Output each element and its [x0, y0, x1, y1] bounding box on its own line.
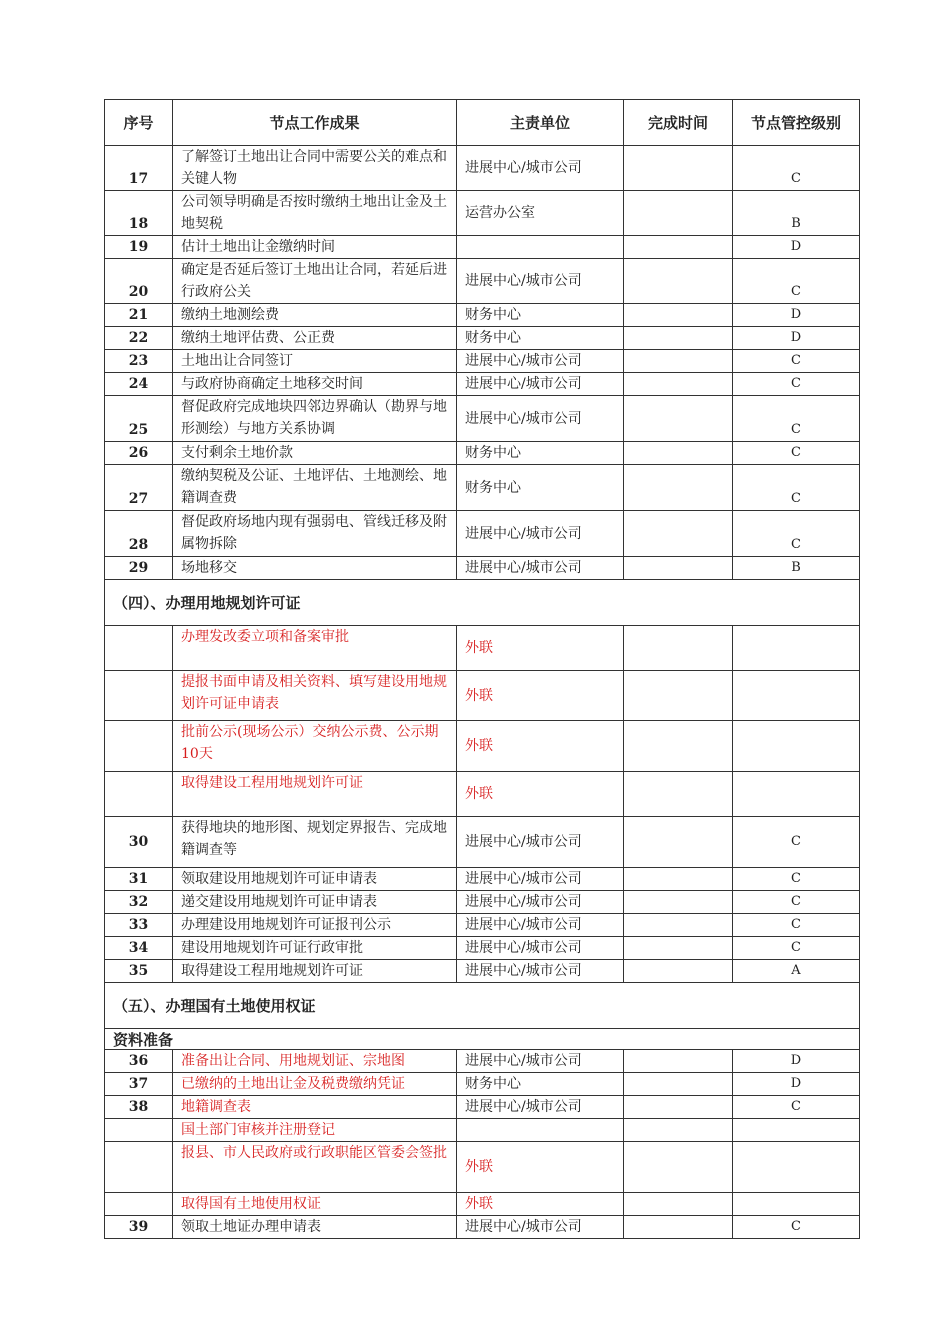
row-unit: 进展中心/城市公司 — [457, 1216, 624, 1239]
row-unit: 运营办公室 — [457, 191, 624, 236]
row-level — [733, 671, 860, 721]
row-task: 估计土地出让金缴纳时间 — [173, 236, 457, 259]
row-unit: 外联 — [457, 671, 624, 721]
row-level: C — [733, 937, 860, 960]
row-no — [105, 1193, 173, 1216]
row-level: C — [733, 259, 860, 304]
row-time — [624, 373, 733, 396]
row-time — [624, 891, 733, 914]
row-time — [624, 191, 733, 236]
row-no: 38 — [105, 1096, 173, 1119]
row-task: 已缴纳的土地出让金及税费缴纳凭证 — [173, 1073, 457, 1096]
row-level: D — [733, 327, 860, 350]
row-unit: 财务中心 — [457, 304, 624, 327]
table-row — [105, 960, 860, 983]
row-task: 了解签订土地出让合同中需要公关的难点和关键人物 — [173, 146, 457, 191]
row-no: 29 — [105, 557, 173, 580]
row-unit: 财务中心 — [457, 327, 624, 350]
row-no: 22 — [105, 327, 173, 350]
table-row — [105, 236, 860, 259]
row-level: C — [733, 1096, 860, 1119]
row-time — [624, 721, 733, 772]
row-time — [624, 327, 733, 350]
table-row — [105, 373, 860, 396]
row-task: 国土部门审核并注册登记 — [173, 1119, 457, 1142]
table-row — [105, 350, 860, 373]
row-level: C — [733, 146, 860, 191]
row-no — [105, 626, 173, 671]
row-level: C — [733, 350, 860, 373]
row-unit: 进展中心/城市公司 — [457, 960, 624, 983]
row-task: 递交建设用地规划许可证申请表 — [173, 891, 457, 914]
row-task: 取得建设工程用地规划许可证 — [173, 960, 457, 983]
row-level: B — [733, 557, 860, 580]
row-task: 土地出让合同签订 — [173, 350, 457, 373]
row-unit: 外联 — [457, 721, 624, 772]
row-time — [624, 350, 733, 373]
row-level: C — [733, 511, 860, 557]
row-no: 17 — [105, 146, 173, 191]
table-row — [105, 442, 860, 465]
row-task: 确定是否延后签订土地出让合同，若延后进行政府公关 — [173, 259, 457, 304]
row-unit: 财务中心 — [457, 1073, 624, 1096]
header-no: 序号 — [105, 100, 173, 146]
row-task: 提报书面申请及相关资料、填写建设用地规划许可证申请表 — [173, 671, 457, 721]
row-unit: 进展中心/城市公司 — [457, 891, 624, 914]
row-level: C — [733, 442, 860, 465]
row-no: 35 — [105, 960, 173, 983]
row-task: 公司领导明确是否按时缴纳土地出让金及土地契税 — [173, 191, 457, 236]
row-time — [624, 396, 733, 442]
subsection-title: 资料准备 — [105, 1029, 860, 1050]
row-time — [624, 511, 733, 557]
row-unit: 进展中心/城市公司 — [457, 937, 624, 960]
row-unit: 外联 — [457, 1142, 624, 1193]
table-row — [105, 259, 860, 304]
row-no: 21 — [105, 304, 173, 327]
row-task: 领取建设用地规划许可证申请表 — [173, 868, 457, 891]
table-row — [105, 671, 860, 721]
row-unit: 进展中心/城市公司 — [457, 146, 624, 191]
node-work-table — [104, 99, 860, 1239]
row-unit: 进展中心/城市公司 — [457, 914, 624, 937]
row-no — [105, 721, 173, 772]
row-task: 批前公示(现场公示）交纳公示费、公示期10天 — [173, 721, 457, 772]
row-time — [624, 259, 733, 304]
row-level: C — [733, 373, 860, 396]
row-unit: 进展中心/城市公司 — [457, 1096, 624, 1119]
row-time — [624, 1193, 733, 1216]
row-time — [624, 146, 733, 191]
row-unit: 财务中心 — [457, 442, 624, 465]
table-row — [105, 914, 860, 937]
row-unit: 外联 — [457, 626, 624, 671]
row-unit: 外联 — [457, 1193, 624, 1216]
header-unit: 主责单位 — [457, 100, 624, 146]
row-no: 28 — [105, 511, 173, 557]
row-level: D — [733, 1073, 860, 1096]
row-level: C — [733, 396, 860, 442]
table-row — [105, 146, 860, 191]
section-title: （四）、办理用地规划许可证 — [105, 580, 860, 626]
row-no: 24 — [105, 373, 173, 396]
row-no: 32 — [105, 891, 173, 914]
row-time — [624, 772, 733, 817]
row-task: 准备出让合同、用地规划证、宗地图 — [173, 1050, 457, 1073]
row-time — [624, 914, 733, 937]
row-time — [624, 1096, 733, 1119]
row-unit: 进展中心/城市公司 — [457, 350, 624, 373]
subsection-row — [105, 1029, 860, 1050]
row-no: 37 — [105, 1073, 173, 1096]
row-time — [624, 557, 733, 580]
table-row — [105, 937, 860, 960]
row-task: 办理建设用地规划许可证报刊公示 — [173, 914, 457, 937]
row-level: A — [733, 960, 860, 983]
row-no: 23 — [105, 350, 173, 373]
row-no: 31 — [105, 868, 173, 891]
row-task: 取得建设工程用地规划许可证 — [173, 772, 457, 817]
row-time — [624, 465, 733, 511]
row-time — [624, 626, 733, 671]
section-row — [105, 983, 860, 1029]
row-task: 获得地块的地形图、规划定界报告、完成地籍调查等 — [173, 817, 457, 868]
row-task: 缴纳土地测绘费 — [173, 304, 457, 327]
row-task: 取得国有土地使用权证 — [173, 1193, 457, 1216]
row-time — [624, 817, 733, 868]
row-unit: 进展中心/城市公司 — [457, 1050, 624, 1073]
table-row — [105, 511, 860, 557]
row-no: 26 — [105, 442, 173, 465]
row-no — [105, 1142, 173, 1193]
row-task: 与政府协商确定土地移交时间 — [173, 373, 457, 396]
row-time — [624, 304, 733, 327]
row-time — [624, 236, 733, 259]
table-row — [105, 1096, 860, 1119]
table-row — [105, 891, 860, 914]
row-no — [105, 1119, 173, 1142]
row-unit — [457, 236, 624, 259]
row-level — [733, 1193, 860, 1216]
table-row — [105, 1142, 860, 1193]
row-level — [733, 721, 860, 772]
table-row — [105, 772, 860, 817]
table-row — [105, 626, 860, 671]
row-time — [624, 1216, 733, 1239]
table-row — [105, 396, 860, 442]
table-row — [105, 557, 860, 580]
row-no: 25 — [105, 396, 173, 442]
row-no: 27 — [105, 465, 173, 511]
table-row — [105, 1050, 860, 1073]
table-row — [105, 1216, 860, 1239]
row-level — [733, 1119, 860, 1142]
row-unit: 进展中心/城市公司 — [457, 817, 624, 868]
row-no: 30 — [105, 817, 173, 868]
row-task: 报县、市人民政府或行政职能区管委会签批 — [173, 1142, 457, 1193]
row-time — [624, 1050, 733, 1073]
row-time — [624, 1119, 733, 1142]
row-time — [624, 1142, 733, 1193]
row-task: 办理发改委立项和备案审批 — [173, 626, 457, 671]
row-unit: 进展中心/城市公司 — [457, 259, 624, 304]
table-row — [105, 817, 860, 868]
header-row — [105, 100, 860, 146]
table-row — [105, 721, 860, 772]
row-time — [624, 960, 733, 983]
row-unit: 财务中心 — [457, 465, 624, 511]
row-level: D — [733, 304, 860, 327]
section-row — [105, 580, 860, 626]
table-row — [105, 465, 860, 511]
row-no: 33 — [105, 914, 173, 937]
row-task: 督促政府场地内现有强弱电、管线迁移及附属物拆除 — [173, 511, 457, 557]
row-unit: 进展中心/城市公司 — [457, 868, 624, 891]
table-row — [105, 1073, 860, 1096]
row-level: B — [733, 191, 860, 236]
row-no — [105, 671, 173, 721]
row-level: C — [733, 914, 860, 937]
row-no: 20 — [105, 259, 173, 304]
row-unit: 进展中心/城市公司 — [457, 373, 624, 396]
row-level — [733, 772, 860, 817]
row-task: 缴纳契税及公证、土地评估、土地测绘、地籍调查费 — [173, 465, 457, 511]
row-task: 支付剩余土地价款 — [173, 442, 457, 465]
table-row — [105, 304, 860, 327]
row-task: 督促政府完成地块四邻边界确认（勘界与地形测绘）与地方关系协调 — [173, 396, 457, 442]
row-task: 地籍调查表 — [173, 1096, 457, 1119]
row-task: 场地移交 — [173, 557, 457, 580]
row-level: C — [733, 891, 860, 914]
row-no: 19 — [105, 236, 173, 259]
row-level: D — [733, 236, 860, 259]
row-unit: 进展中心/城市公司 — [457, 396, 624, 442]
row-unit: 进展中心/城市公司 — [457, 511, 624, 557]
row-time — [624, 1073, 733, 1096]
row-level: C — [733, 868, 860, 891]
row-time — [624, 937, 733, 960]
header-level: 节点管控级别 — [733, 100, 860, 146]
row-no: 36 — [105, 1050, 173, 1073]
row-level: C — [733, 817, 860, 868]
row-time — [624, 868, 733, 891]
section-title: （五）、办理国有土地使用权证 — [105, 983, 860, 1029]
row-task: 领取土地证办理申请表 — [173, 1216, 457, 1239]
table-row — [105, 327, 860, 350]
row-unit — [457, 1119, 624, 1142]
row-no: 39 — [105, 1216, 173, 1239]
row-level: D — [733, 1050, 860, 1073]
row-level: C — [733, 1216, 860, 1239]
row-task: 建设用地规划许可证行政审批 — [173, 937, 457, 960]
row-no — [105, 772, 173, 817]
row-no: 34 — [105, 937, 173, 960]
table-row — [105, 1119, 860, 1142]
row-time — [624, 442, 733, 465]
row-no: 18 — [105, 191, 173, 236]
row-level: C — [733, 465, 860, 511]
header-task: 节点工作成果 — [173, 100, 457, 146]
row-level — [733, 1142, 860, 1193]
row-time — [624, 671, 733, 721]
table-row — [105, 1193, 860, 1216]
row-level — [733, 626, 860, 671]
header-time: 完成时间 — [624, 100, 733, 146]
row-unit: 进展中心/城市公司 — [457, 557, 624, 580]
table-row — [105, 191, 860, 236]
table-row — [105, 868, 860, 891]
row-task: 缴纳土地评估费、公正费 — [173, 327, 457, 350]
row-unit: 外联 — [457, 772, 624, 817]
